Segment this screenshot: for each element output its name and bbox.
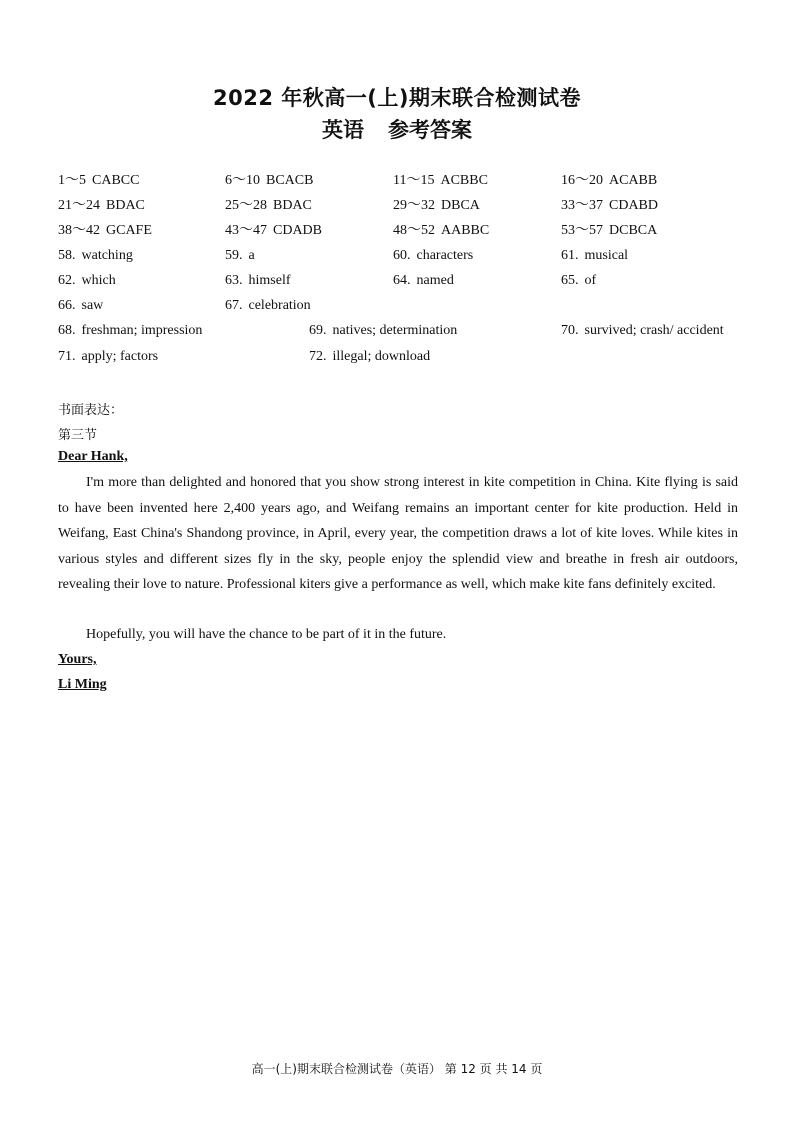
answer-value: himself	[248, 273, 291, 288]
answer-value: natives; determination	[332, 323, 458, 338]
answer-item	[561, 247, 628, 265]
answer-item	[225, 197, 312, 215]
page-title: 2022 年秋高一(上)期末联合检测试卷	[213, 86, 581, 110]
answer-value: a	[248, 248, 255, 263]
answer-value: illegal; download	[332, 349, 431, 364]
answer-value: watching	[81, 248, 133, 263]
answer-number: 6～10	[225, 173, 260, 188]
answer-item	[561, 172, 657, 190]
answer-item	[393, 172, 488, 190]
answer-item	[225, 247, 255, 265]
answer-number: 48～52	[393, 223, 435, 238]
answer-number: 62.	[58, 273, 76, 288]
answer-number: 11～15	[393, 173, 435, 188]
answer-item	[561, 197, 658, 215]
answer-value: celebration	[248, 298, 311, 313]
answer-value: BDAC	[106, 198, 145, 213]
answer-value: survived; crash/ accident	[584, 323, 724, 338]
answer-value: apply; factors	[81, 349, 159, 364]
answer-item	[225, 222, 322, 240]
answer-number: 53～57	[561, 223, 603, 238]
answer-value: saw	[81, 298, 104, 313]
answer-item	[393, 222, 489, 240]
answer-item	[58, 297, 103, 315]
answer-item	[225, 272, 291, 290]
answer-number: 33～37	[561, 198, 603, 213]
answer-number: 25～28	[225, 198, 267, 213]
answer-item	[58, 272, 116, 290]
letter-closing: Yours,	[58, 652, 97, 667]
answer-number: 29～32	[393, 198, 435, 213]
answer-value: GCAFE	[106, 223, 152, 238]
answer-item	[561, 222, 657, 240]
answer-value: BCACB	[266, 173, 314, 188]
letter-paragraph: I'm more than delighted and honored that you show strong interest in kite competition in China. Kite flying is said to have been invented here 2,400 years ago, and Weifang remains an important center for kite production. Held in Weifang, East China's Shandong province, in April, every year, the competition draws a lot of kite loves. While kites in various styles and different sizes fly in the sky, people enjoy the splendid view and breathe in fresh air outdoors, revealing their love to nature. Professional kiters give a performance as well, which make kite fans definitely excited.	[58, 475, 738, 592]
answer-item	[561, 272, 596, 290]
answer-item	[393, 197, 480, 215]
answer-number: 66.	[58, 298, 76, 313]
answer-number: 65.	[561, 273, 579, 288]
answer-value: BDAC	[273, 198, 312, 213]
answer-item	[393, 247, 473, 265]
answer-item	[58, 348, 158, 366]
answer-item	[393, 272, 454, 290]
answer-number: 69.	[309, 323, 327, 338]
answer-value: named	[416, 273, 454, 288]
answer-item	[58, 172, 139, 190]
letter-paragraph: Hopefully, you will have the chance to be part of it in the future.	[86, 627, 447, 642]
answer-number: 1～5	[58, 173, 86, 188]
answer-item	[58, 247, 133, 265]
part-label: 第三节	[58, 428, 98, 443]
answer-item	[309, 322, 457, 340]
answer-item	[225, 172, 313, 190]
answer-value: CDABD	[609, 198, 659, 213]
answer-number: 16～20	[561, 173, 603, 188]
page-subtitle	[0, 114, 794, 144]
answer-value: AABBC	[441, 223, 490, 238]
answer-number: 43～47	[225, 223, 267, 238]
answer-value: ACBBC	[440, 173, 488, 188]
answer-number: 60.	[393, 248, 411, 263]
answer-number: 71.	[58, 349, 76, 364]
answer-item	[225, 297, 311, 315]
answer-value: which	[81, 273, 116, 288]
answer-key-label: 参考答案	[388, 118, 472, 142]
letter-signature: Li Ming	[58, 677, 107, 692]
answer-value: of	[584, 273, 597, 288]
answer-number: 70.	[561, 323, 579, 338]
answer-number: 64.	[393, 273, 411, 288]
answer-value: DCBCA	[609, 223, 658, 238]
answer-value: freshman; impression	[81, 323, 203, 338]
answer-number: 68.	[58, 323, 76, 338]
answer-number: 58.	[58, 248, 76, 263]
answer-item	[309, 348, 430, 366]
answer-number: 38～42	[58, 223, 100, 238]
page-footer: 高一(上)期末联合检测试卷（英语） 第 12 页 共 14 页	[251, 1062, 543, 1076]
answer-number: 61.	[561, 248, 579, 263]
answer-value: ACABB	[609, 173, 658, 188]
answer-number: 63.	[225, 273, 243, 288]
answer-item	[561, 322, 724, 340]
answer-number: 59.	[225, 248, 243, 263]
answer-value: DBCA	[441, 198, 480, 213]
answer-number: 67.	[225, 298, 243, 313]
answer-number: 21～24	[58, 198, 100, 213]
answer-value: musical	[584, 248, 629, 263]
letter-salutation: Dear Hank,	[58, 449, 128, 464]
answer-value: characters	[416, 248, 474, 263]
answer-item	[58, 222, 152, 240]
subject-label: 英语	[322, 118, 364, 142]
answer-value: CABCC	[92, 173, 140, 188]
writing-section-label: 书面表达：	[58, 403, 124, 418]
answer-item	[58, 197, 145, 215]
answer-item	[58, 322, 202, 340]
answer-number: 72.	[309, 349, 327, 364]
answer-value: CDADB	[273, 223, 323, 238]
